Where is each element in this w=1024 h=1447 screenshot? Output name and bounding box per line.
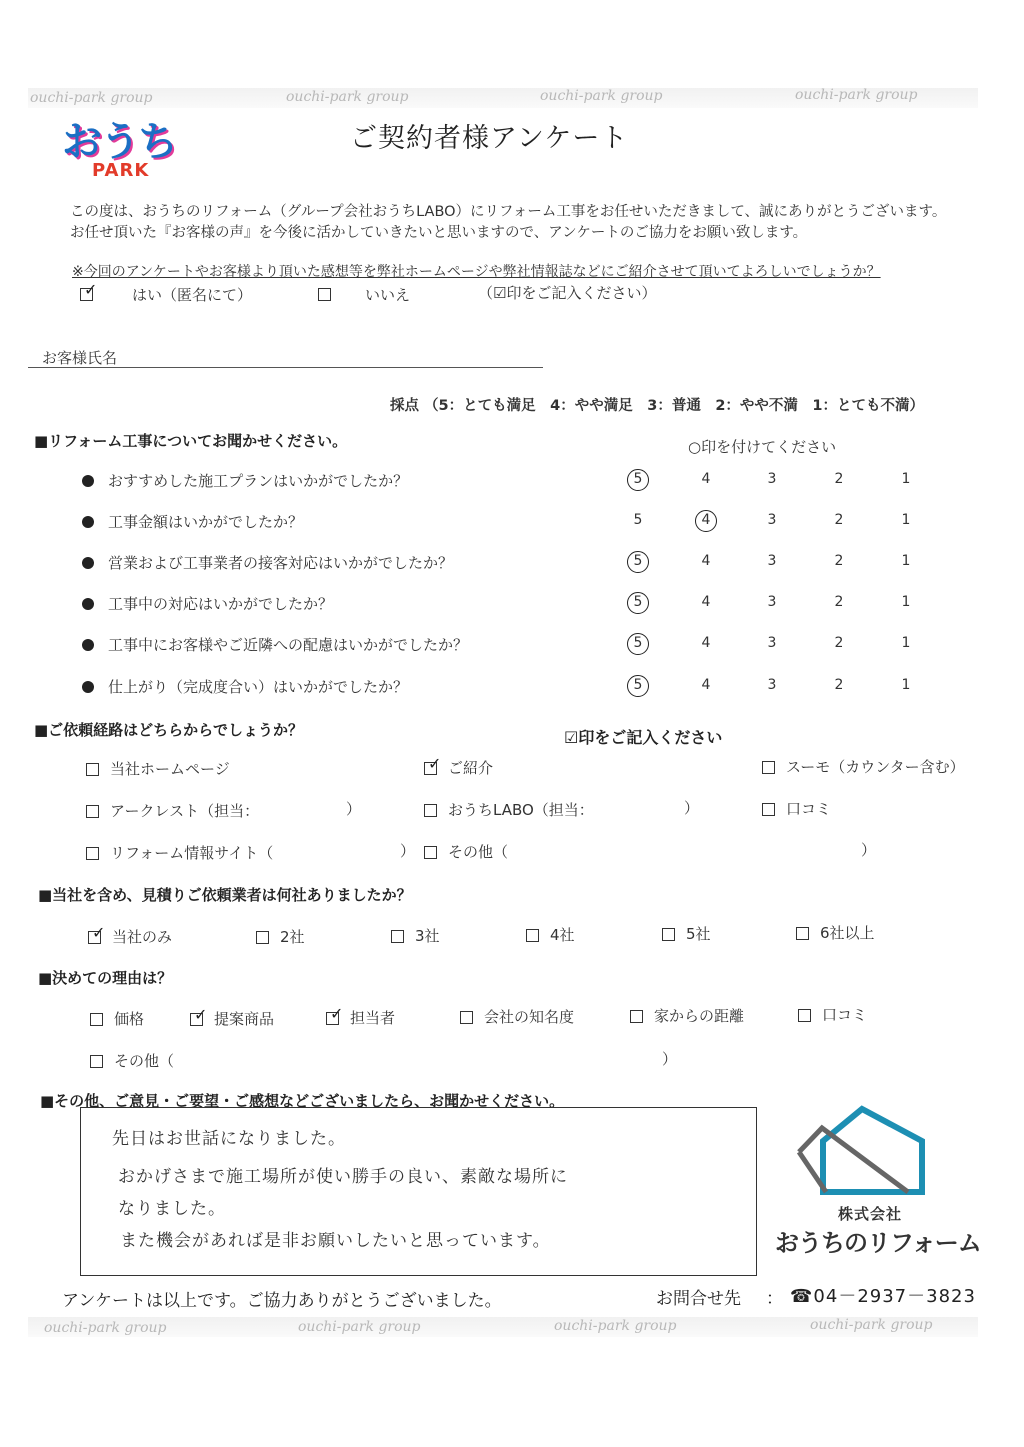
option-paren-close: ） (346, 800, 362, 818)
consent-note: （☑印をご記入ください） (478, 284, 657, 302)
question-text: おすすめした施工プランはいかがでしたか？ (108, 472, 409, 490)
house-logo-icon (796, 1104, 926, 1196)
score-option[interactable]: 2 (834, 635, 844, 651)
score-option[interactable]: 4 (701, 635, 711, 651)
option-label: 当社のみ (112, 928, 173, 946)
comment-line: また機会があれば是非お願いしたいと思っています。 (120, 1231, 551, 1251)
score-option[interactable]: 2 (834, 677, 844, 693)
score-option[interactable]: 3 (767, 512, 777, 528)
scoring-instruction: ○印を付けてください (688, 438, 837, 456)
question-text: 工事中の対応はいかがでしたか？ (108, 595, 334, 613)
customer-name-underline (28, 367, 543, 368)
page-title: ご契約者様アンケート (350, 123, 629, 154)
section-heading: ■ご依頼経路はどちらからでしょうか？ (34, 721, 304, 739)
check-mark-icon: ✓ (194, 1005, 208, 1024)
option-label: 会社の知名度 (484, 1008, 575, 1026)
option-label: 2社 (280, 928, 305, 946)
consent-no-checkbox[interactable] (318, 288, 331, 301)
score-option[interactable]: 1 (901, 471, 911, 487)
score-option[interactable]: 2 (834, 512, 844, 528)
intro-line: この度は、おうちのリフォーム（グループ会社おうちLABO）にリフォーム工事をお任せいただきまして、誠にありがとうございます。 (70, 204, 947, 220)
section-heading: ■決めての理由は？ (38, 969, 173, 987)
score-option[interactable]: 3 (767, 635, 777, 651)
bullet-icon (82, 681, 94, 693)
intro-line: お任せ頂いた『お客様の声』を今後に活かしていきたいと思いますので、アンケートのご協力をお願い致します。 (70, 225, 808, 241)
comment-line: おかげさまで施工場所が使い勝手の良い、素敵な場所に (118, 1167, 568, 1187)
option-checkbox[interactable] (460, 1011, 473, 1024)
score-option[interactable]: 5 (633, 677, 643, 693)
score-option[interactable]: 2 (834, 471, 844, 487)
option-label: 価格 (114, 1010, 145, 1028)
option-label: 口コミ (786, 800, 832, 818)
selected-circle-icon (627, 551, 649, 573)
watermark: ouchi-park group (298, 1319, 421, 1335)
option-label: 当社ホームページ (110, 760, 230, 778)
option-label: 3社 (415, 927, 440, 945)
score-option[interactable]: 3 (767, 471, 777, 487)
bullet-icon (82, 475, 94, 487)
scoring-legend: 採点 （5：とても満足 4：やや満足 3：普通 2：やや不満 1：とても不満） (390, 398, 924, 414)
question-text: 工事金額はいかがでしたか？ (108, 513, 304, 531)
company-name: おうちのリフォーム (775, 1229, 981, 1257)
selected-circle-icon (627, 633, 649, 655)
bullet-icon (82, 557, 94, 569)
option-paren-close: ） (861, 841, 877, 859)
check-mark-icon: ✓ (92, 923, 106, 942)
thanks-message: アンケートは以上です。ご協力ありがとうございました。 (62, 1291, 502, 1311)
option-checkbox[interactable] (86, 847, 99, 860)
contact-label: お問合せ先 (656, 1289, 741, 1309)
option-checkbox[interactable] (630, 1010, 643, 1023)
watermark: ouchi-park group (286, 89, 409, 105)
score-option[interactable]: 1 (901, 553, 911, 569)
score-option[interactable]: 4 (701, 471, 711, 487)
score-option[interactable]: 4 (701, 677, 711, 693)
check-mark-icon: ✓ (428, 754, 442, 773)
question-text: 営業および工事業者の接客対応はいかがでしたか？ (108, 554, 454, 572)
contact-separator: ： (766, 1289, 783, 1309)
bullet-icon (82, 516, 94, 528)
watermark: ouchi-park group (44, 1320, 167, 1336)
comment-line: なりました。 (118, 1199, 226, 1219)
option-label: アークレスト（担当： (110, 802, 260, 820)
option-checkbox[interactable] (256, 931, 269, 944)
route-instruction: ☑印をご記入ください (564, 728, 723, 747)
watermark: ouchi-park group (554, 1318, 677, 1334)
score-option[interactable]: 1 (901, 512, 911, 528)
score-option[interactable]: 5 (633, 594, 643, 610)
section-heading: ■リフォーム工事についてお聞かせください。 (34, 432, 348, 450)
score-option[interactable]: 1 (901, 635, 911, 651)
consent-yes-label: はい（匿名にて） (132, 286, 253, 304)
selected-circle-icon (627, 592, 649, 614)
option-checkbox[interactable] (796, 927, 809, 940)
selected-circle-icon (627, 675, 649, 697)
score-option[interactable]: 5 (633, 471, 643, 487)
score-option[interactable]: 4 (701, 553, 711, 569)
option-label: リフォーム情報サイト（ (110, 844, 274, 862)
option-checkbox[interactable] (762, 803, 775, 816)
bullet-icon (82, 639, 94, 651)
score-option[interactable]: 3 (767, 677, 777, 693)
score-option[interactable]: 2 (834, 553, 844, 569)
check-mark-icon: ✓ (84, 280, 98, 299)
score-option[interactable]: 2 (834, 594, 844, 610)
option-paren-close: ） (400, 842, 416, 860)
option-label: 担当者 (350, 1009, 396, 1027)
selected-circle-icon (695, 510, 717, 532)
customer-name-label: お客様氏名 (42, 349, 118, 367)
company-prefix: 株式会社 (838, 1205, 903, 1223)
option-checkbox[interactable] (90, 1055, 103, 1068)
check-mark-icon: ✓ (330, 1004, 344, 1023)
watermark: ouchi-park group (540, 88, 663, 104)
option-label: おうちLABO（担当： (448, 801, 594, 819)
question-text: 仕上がり（完成度合い）はいかがでしたか？ (108, 678, 409, 696)
option-label: 家からの距離 (654, 1007, 745, 1025)
option-checkbox[interactable] (86, 805, 99, 818)
question-text: 工事中にお客様やご近隣への配慮はいかがでしたか？ (108, 636, 469, 654)
score-option[interactable]: 5 (633, 553, 643, 569)
consent-question: ※今回のアンケートやお客様より頂いた感想等を弊社ホームページや弊社情報誌などにご紹介させて頂いてよろしいでしょうか？ (72, 264, 881, 280)
consent-no-label: いいえ (365, 286, 411, 304)
ouchi-park-logo-sub: PARK (92, 160, 150, 181)
option-label: 5社 (686, 925, 711, 943)
section-heading: ■その他、ご意見・ご要望・ご感想などございましたら、お聞かせください。 (40, 1092, 565, 1110)
option-label: ご紹介 (448, 759, 494, 777)
option-paren-close: ） (662, 1050, 678, 1068)
contact-phone: ☎04－2937－3823 (790, 1286, 976, 1307)
option-checkbox[interactable] (526, 929, 539, 942)
watermark: ouchi-park group (30, 90, 153, 106)
ouchi-park-logo: おうち (62, 119, 176, 165)
score-option[interactable]: 3 (767, 553, 777, 569)
option-checkbox[interactable] (798, 1009, 811, 1022)
option-checkbox[interactable] (662, 928, 675, 941)
option-paren-close: ） (684, 799, 700, 817)
score-option[interactable]: 1 (901, 594, 911, 610)
option-checkbox[interactable] (762, 761, 775, 774)
score-option[interactable]: 5 (633, 635, 643, 651)
bullet-icon (82, 598, 94, 610)
option-label: その他（ (114, 1052, 175, 1070)
option-label: 口コミ (822, 1006, 868, 1024)
score-option[interactable]: 4 (701, 594, 711, 610)
comment-line: 先日はお世話になりました。 (112, 1129, 346, 1149)
option-checkbox[interactable] (86, 763, 99, 776)
option-checkbox[interactable] (424, 804, 437, 817)
option-label: スーモ（カウンター含む） (786, 758, 965, 776)
watermark: ouchi-park group (810, 1317, 933, 1333)
selected-circle-icon (627, 469, 649, 491)
section-heading: ■当社を含め、見積りご依頼業者は何社ありましたか？ (38, 886, 412, 904)
option-checkbox[interactable] (391, 930, 404, 943)
score-option[interactable]: 4 (701, 512, 711, 528)
option-label: その他（ (448, 843, 509, 861)
option-label: 提案商品 (214, 1010, 275, 1028)
option-checkbox[interactable] (424, 846, 437, 859)
watermark: ouchi-park group (795, 87, 918, 103)
option-label: 4社 (550, 926, 575, 944)
option-checkbox[interactable] (90, 1013, 103, 1026)
option-label: 6社以上 (820, 924, 875, 942)
score-option[interactable]: 3 (767, 594, 777, 610)
score-option[interactable]: 5 (633, 512, 643, 528)
score-option[interactable]: 1 (901, 677, 911, 693)
